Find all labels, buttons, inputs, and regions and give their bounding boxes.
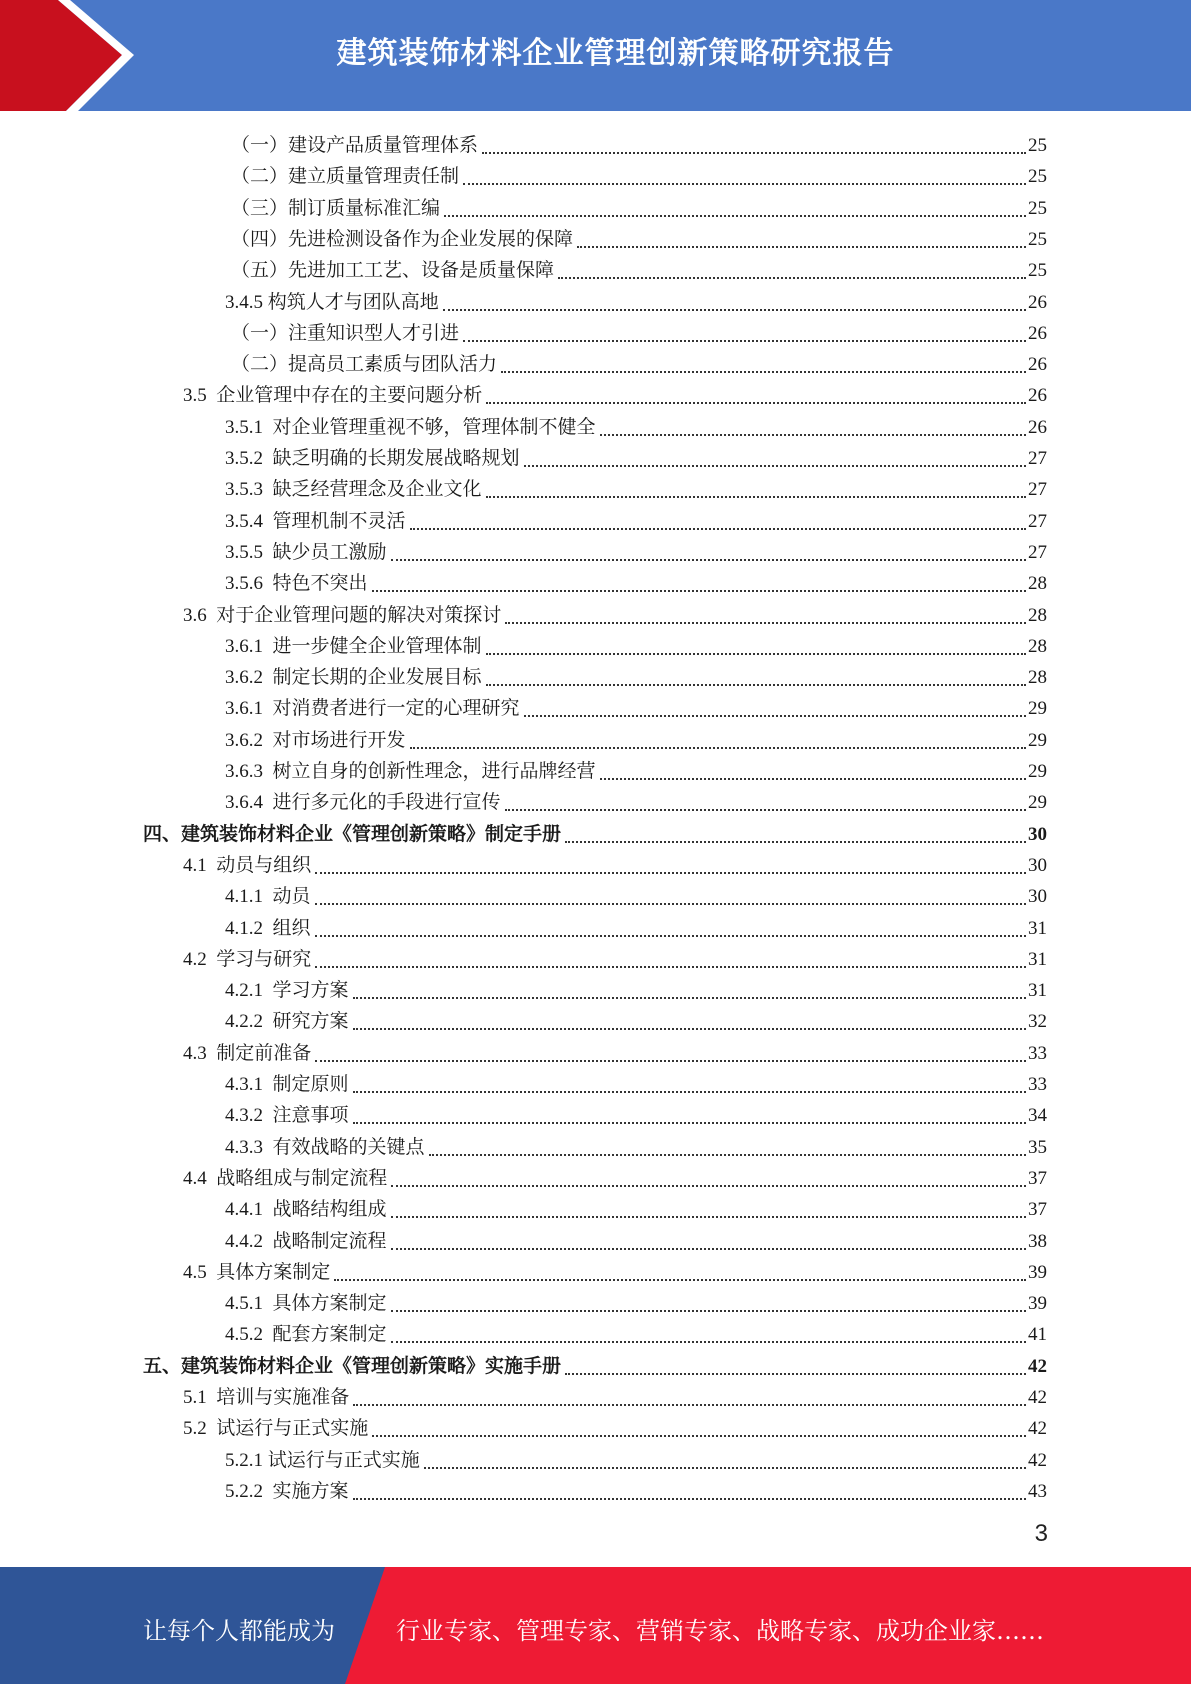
toc-entry-page: 31	[1028, 980, 1047, 1002]
toc-entry-page: 28	[1028, 667, 1047, 689]
toc-entry-page: 28	[1028, 573, 1047, 595]
toc-dot-leader	[410, 527, 1026, 530]
toc-entry-page: 29	[1028, 761, 1047, 782]
page-header	[0, 0, 1191, 111]
toc-entry-page: 42	[1028, 1355, 1047, 1377]
toc-entry-number: 3.5.6	[225, 573, 273, 595]
toc-entry-row[interactable]	[183, 1035, 1047, 1066]
toc-entry-page: 27	[1028, 510, 1047, 532]
toc-dot-leader	[443, 308, 1026, 311]
toc-entry-row[interactable]	[225, 722, 1047, 753]
toc-entry-page: 33	[1028, 1042, 1047, 1064]
toc-entry-row[interactable]	[183, 847, 1047, 878]
toc-entry-number: 4.4.2	[225, 1230, 273, 1252]
toc-entry-row[interactable]	[225, 1285, 1047, 1316]
toc-entry-page: 28	[1028, 635, 1047, 657]
toc-dot-leader	[391, 1247, 1026, 1250]
toc-entry-row[interactable]	[231, 127, 1047, 158]
toc-entry-row[interactable]	[183, 1410, 1047, 1441]
toc-entry-title: 建筑装饰材料企业《管理创新策略》实施手册	[181, 1355, 562, 1377]
toc-entry-title: 具体方案制定	[216, 1261, 331, 1283]
toc-entry-row[interactable]	[225, 659, 1047, 690]
toc-entry-number: 4.3.1	[225, 1074, 273, 1095]
toc-entry-page: 42	[1028, 1418, 1047, 1440]
toc-entry-number: 4.4.1	[225, 1199, 273, 1221]
toc-entry-number: 3.5.2	[225, 448, 273, 469]
toc-entry-number: 3.6.3	[225, 761, 273, 782]
toc-entry-title: 对企业管理重视不够，管理体制不健全	[272, 416, 596, 438]
toc-entry-row[interactable]	[225, 503, 1047, 534]
footer-slogan-left: 让每个人都能成为	[143, 1617, 335, 1645]
toc-entry-page: 35	[1028, 1136, 1047, 1158]
toc-entry-title: 缺乏明确的长期发展战略规划	[272, 448, 520, 469]
toc-entry-row[interactable]	[225, 409, 1047, 440]
toc-dot-leader	[353, 996, 1026, 999]
toc-entry-title: 建立质量管理责任制	[288, 166, 460, 188]
toc-entry-page: 43	[1028, 1480, 1047, 1502]
toc-entry-page: 25	[1028, 166, 1047, 188]
toc-dot-leader	[486, 401, 1026, 404]
toc-dot-leader	[565, 1372, 1026, 1375]
toc-entry-page: 30	[1028, 854, 1047, 876]
toc-entry-number: 5.1	[183, 1387, 217, 1408]
toc-dot-leader	[482, 151, 1026, 154]
toc-entry-page: 29	[1028, 698, 1047, 720]
toc-entry-title: 建筑装饰材料企业《管理创新策略》制定手册	[181, 823, 562, 845]
toc-entry-row[interactable]	[231, 252, 1047, 283]
toc-entry-page: 25	[1028, 228, 1047, 250]
toc-dot-leader	[372, 589, 1026, 592]
toc-entry-row[interactable]	[225, 784, 1047, 815]
toc-entry-row[interactable]	[225, 1129, 1047, 1160]
toc-entry-row[interactable]	[225, 1473, 1047, 1504]
toc-entry-row[interactable]	[225, 1442, 1047, 1473]
toc-entry-title: 具体方案制定	[272, 1293, 387, 1315]
toc-entry-number: （四）	[231, 228, 289, 250]
toc-dot-leader	[391, 1309, 1026, 1312]
toc-entry-row[interactable]	[225, 753, 1047, 784]
toc-dot-leader	[501, 370, 1026, 373]
toc-entry-number: 4.1.1	[225, 886, 273, 908]
toc-dot-leader	[353, 1403, 1026, 1406]
toc-entry-row[interactable]	[225, 1223, 1047, 1254]
toc-dot-leader	[334, 1278, 1026, 1281]
toc-entry-title: 研究方案	[272, 1011, 349, 1033]
toc-dot-leader	[315, 902, 1026, 905]
toc-dot-leader	[391, 558, 1026, 561]
toc-entry-page: 37	[1028, 1199, 1047, 1221]
toc-entry-row[interactable]	[231, 346, 1047, 377]
toc-entry-title: 试运行与正式实施	[216, 1418, 369, 1440]
toc-entry-number: 五、	[143, 1355, 182, 1377]
toc-entry-number: 3.6.2	[225, 729, 273, 751]
toc-entry-number: （一）	[231, 135, 289, 156]
toc-entry-number: 3.6.1	[225, 635, 273, 657]
toc-dot-leader	[315, 965, 1026, 968]
toc-dot-leader	[524, 464, 1026, 467]
toc-dot-leader	[372, 1434, 1026, 1437]
toc-dot-leader	[600, 777, 1026, 780]
toc-entry-page: 31	[1028, 917, 1047, 939]
toc-entry-row[interactable]	[183, 597, 1047, 628]
toc-entry-row[interactable]	[225, 565, 1047, 596]
toc-entry-page: 41	[1028, 1324, 1047, 1346]
toc-entry-number: 3.5	[183, 385, 217, 407]
toc-entry-number: 4.3	[183, 1042, 217, 1064]
toc-dot-leader	[391, 1184, 1026, 1187]
toc-entry-number: 3.5.3	[225, 479, 273, 501]
toc-entry-page: 31	[1028, 948, 1047, 970]
toc-entry-number: 4.3.3	[225, 1136, 273, 1158]
toc-dot-leader	[429, 1153, 1026, 1156]
toc-entry-title: 对于企业管理问题的解决对策探讨	[216, 604, 502, 626]
toc-entry-row[interactable]	[225, 1316, 1047, 1347]
toc-entry-row[interactable]	[225, 534, 1047, 565]
toc-entry-page: 29	[1028, 792, 1047, 814]
toc-entry-number: 4.1.2	[225, 917, 273, 939]
toc-dot-leader	[353, 1027, 1026, 1030]
toc-entry-page: 42	[1028, 1449, 1047, 1471]
toc-entry-page: 25	[1028, 197, 1047, 219]
toc-entry-title: 制定原则	[272, 1074, 349, 1095]
toc-entry-page: 37	[1028, 1167, 1047, 1189]
toc-entry-row[interactable]	[183, 941, 1047, 972]
toc-entry-number: 4.2.2	[225, 1011, 273, 1033]
toc-entry-title: 制定前准备	[216, 1042, 312, 1064]
toc-entry-page: 27	[1028, 448, 1047, 469]
toc-entry-page: 30	[1028, 886, 1047, 908]
toc-entry-title: 企业管理中存在的主要问题分析	[216, 385, 483, 407]
page-footer	[0, 1567, 1191, 1684]
toc-entry-title: 树立自身的创新性理念，进行品牌经营	[272, 761, 596, 782]
toc-entry-number: 3.6.1	[225, 698, 273, 720]
toc-entry-row[interactable]	[225, 471, 1047, 502]
toc-entry-title: 对市场进行开发	[272, 729, 406, 751]
toc-entry-page: 34	[1028, 1105, 1047, 1127]
toc-dot-leader	[410, 746, 1026, 749]
toc-entry-page: 27	[1028, 479, 1047, 501]
toc-entry-number: 3.6.2	[225, 667, 273, 689]
toc-entry-title: 管理机制不灵活	[272, 510, 406, 532]
toc-dot-leader	[353, 1090, 1026, 1093]
toc-entry-number: 5.2.1	[225, 1449, 268, 1471]
toc-entry-number: 4.1	[183, 854, 217, 876]
toc-entry-title: 构筑人才与团队高地	[267, 291, 439, 313]
toc-entry-title: 学习方案	[272, 980, 349, 1002]
toc-entry-title: 动员与组织	[216, 854, 312, 876]
toc-entry-row[interactable]	[183, 1160, 1047, 1191]
toc-entry-page: 26	[1028, 385, 1047, 407]
toc-entry-page: 39	[1028, 1261, 1047, 1283]
toc-entry-number: （五）	[231, 260, 289, 282]
toc-entry-title: 配套方案制定	[272, 1324, 387, 1346]
toc-entry-title: 对消费者进行一定的心理研究	[272, 698, 520, 720]
toc-entry-title: 动员	[272, 886, 311, 908]
toc-entry-number: （三）	[231, 197, 289, 219]
toc-entry-page: 27	[1028, 541, 1047, 563]
toc-entry-number: 4.5.2	[225, 1324, 273, 1346]
toc-entry-page: 25	[1028, 135, 1047, 156]
toc-entry-row[interactable]	[225, 910, 1047, 941]
toc-entry-number: 4.5	[183, 1261, 217, 1283]
toc-dot-leader	[505, 808, 1026, 811]
toc-dot-leader	[486, 495, 1026, 498]
toc-entry-number: 4.3.2	[225, 1105, 273, 1127]
toc-entry-title: 战略组成与制定流程	[216, 1167, 388, 1189]
toc-dot-leader	[524, 714, 1026, 717]
toc-chapter-row[interactable]	[143, 816, 1047, 847]
toc-entry-title: 实施方案	[272, 1480, 349, 1502]
footer-slogan-right: 行业专家、管理专家、营销专家、战略专家、成功企业家……	[396, 1617, 1044, 1645]
toc-dot-leader	[558, 276, 1026, 279]
toc-dot-leader	[424, 1466, 1026, 1469]
toc-dot-leader	[391, 1340, 1026, 1343]
toc-entry-row[interactable]	[225, 972, 1047, 1003]
toc-entry-row[interactable]	[231, 190, 1047, 221]
toc-entry-title: 注意事项	[272, 1105, 349, 1127]
toc-entry-row[interactable]	[225, 284, 1047, 315]
toc-dot-leader	[353, 1497, 1026, 1500]
toc-entry-row[interactable]	[225, 1066, 1047, 1097]
toc-dot-leader	[315, 871, 1026, 874]
toc-entry-title: 制定长期的企业发展目标	[272, 667, 482, 689]
toc-entry-row[interactable]	[225, 1191, 1047, 1222]
toc-entry-number: 3.5.1	[225, 416, 273, 438]
toc-entry-row[interactable]	[225, 628, 1047, 659]
toc-entry-page: 28	[1028, 604, 1047, 626]
toc-chapter-row[interactable]	[143, 1348, 1047, 1379]
toc-dot-leader	[315, 1059, 1026, 1062]
toc-entry-title: 缺乏经营理念及企业文化	[272, 479, 482, 501]
toc-entry-page: 42	[1028, 1387, 1047, 1408]
toc-entry-title: 学习与研究	[216, 948, 312, 970]
toc-entry-number: 3.6.4	[225, 792, 273, 814]
toc-entry-title: 培训与实施准备	[216, 1387, 350, 1408]
toc-entry-title: 战略制定流程	[272, 1230, 387, 1252]
toc-entry-number: （二）	[231, 166, 289, 188]
toc-entry-row[interactable]	[225, 690, 1047, 721]
toc-entry-title: 进行多元化的手段进行宣传	[272, 792, 501, 814]
toc-dot-leader	[505, 621, 1026, 624]
toc-entry-title: 提高员工素质与团队活力	[288, 354, 498, 376]
toc-entry-title: 进一步健全企业管理体制	[272, 635, 482, 657]
toc-entry-number: 四、	[143, 823, 182, 845]
toc-dot-leader	[391, 1215, 1026, 1218]
toc-entry-page: 26	[1028, 322, 1047, 344]
toc-entry-title: 战略结构组成	[272, 1199, 387, 1221]
toc-entry-page: 33	[1028, 1074, 1047, 1095]
toc-entry-page: 29	[1028, 729, 1047, 751]
toc-dot-leader	[353, 1121, 1026, 1124]
toc-entry-number: 4.2	[183, 948, 217, 970]
toc-entry-page: 30	[1028, 823, 1047, 845]
toc-entry-title: 有效战略的关键点	[272, 1136, 425, 1158]
toc-entry-row[interactable]	[183, 1379, 1047, 1410]
toc-dot-leader	[444, 214, 1026, 217]
toc-entry-title: 建设产品质量管理体系	[288, 135, 479, 156]
toc-entry-row[interactable]	[225, 440, 1047, 471]
toc-entry-row[interactable]	[183, 377, 1047, 408]
toc-entry-page: 26	[1028, 354, 1047, 376]
toc-entry-title: 特色不突出	[272, 573, 368, 595]
toc-entry-page: 32	[1028, 1011, 1047, 1033]
toc-entry-page: 26	[1028, 416, 1047, 438]
toc-entry-row[interactable]	[225, 1003, 1047, 1034]
toc-entry-title: 先进加工工艺、设备是质量保障	[288, 260, 555, 282]
toc-entry-page: 26	[1028, 291, 1047, 313]
toc-entry-number: 5.2.2	[225, 1480, 273, 1502]
document-title: 建筑装饰材料企业管理创新策略研究报告	[336, 36, 895, 71]
toc-entry-page: 39	[1028, 1293, 1047, 1315]
toc-entry-title: 制订质量标准汇编	[288, 197, 441, 219]
toc-entry-row[interactable]	[231, 158, 1047, 189]
toc-dot-leader	[463, 182, 1026, 185]
toc-entry-number: 5.2	[183, 1418, 217, 1440]
toc-entry-title: 先进检测设备作为企业发展的保障	[288, 228, 574, 250]
toc-entry-row[interactable]	[231, 315, 1047, 346]
toc-entry-title: 试运行与正式实施	[267, 1449, 420, 1471]
toc-entry-title: 缺少员工激励	[272, 541, 387, 563]
toc-entry-page: 38	[1028, 1230, 1047, 1252]
toc-entry-number: 3.5.4	[225, 510, 273, 532]
toc-dot-leader	[463, 339, 1026, 342]
toc-entry-title: 注重知识型人才引进	[288, 322, 460, 344]
toc-entry-row[interactable]	[225, 1097, 1047, 1128]
toc-entry-number: 3.4.5	[225, 291, 268, 313]
toc-dot-leader	[486, 652, 1026, 655]
toc-entry-number: （二）	[231, 354, 289, 376]
toc-entry-title: 组织	[272, 917, 311, 939]
toc-entry-number: 3.6	[183, 604, 217, 626]
toc-entry-page: 25	[1028, 260, 1047, 282]
toc-entry-number: 4.5.1	[225, 1293, 273, 1315]
toc-entry-row[interactable]	[225, 878, 1047, 909]
toc-dot-leader	[600, 433, 1026, 436]
toc-dot-leader	[315, 934, 1026, 937]
toc-dot-leader	[565, 840, 1026, 843]
page-number: 3	[1034, 1520, 1048, 1547]
toc-entry-row[interactable]	[183, 1254, 1047, 1285]
toc-entry-row[interactable]	[231, 221, 1047, 252]
toc-entry-number: 3.5.5	[225, 541, 273, 563]
toc-entry-number: 4.4	[183, 1167, 217, 1189]
toc-entry-number: （一）	[231, 322, 289, 344]
toc-entry-number: 4.2.1	[225, 980, 273, 1002]
toc-dot-leader	[577, 245, 1026, 248]
toc-dot-leader	[486, 683, 1026, 686]
